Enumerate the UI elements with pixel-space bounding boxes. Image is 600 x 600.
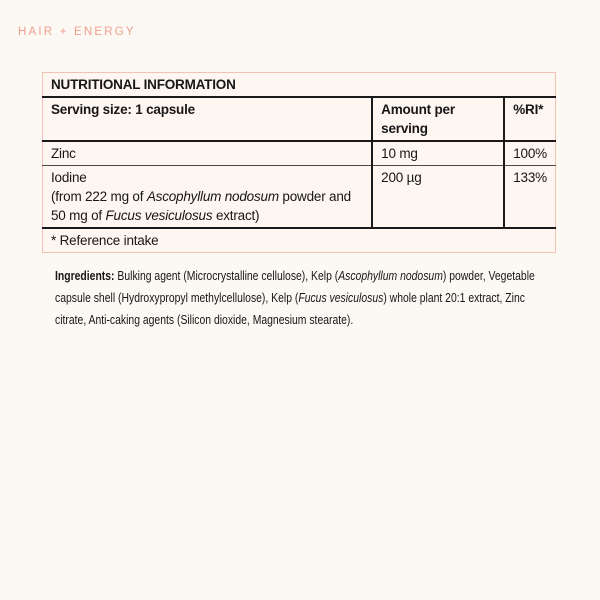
iodine-amount: 200 µg — [372, 166, 504, 229]
col-header-serving-size: Serving size: 1 capsule — [43, 97, 373, 141]
table-title-row — [43, 73, 556, 98]
table-header-row — [43, 97, 556, 141]
nutrition-table — [42, 72, 556, 253]
iodine-name-cell — [43, 166, 373, 229]
table-footnote-row — [43, 228, 556, 253]
zinc-ri: 100% — [504, 141, 555, 166]
iodine-source-detail: (from 222 mg of Ascophyllum nodosum powder and 50 mg of Fucus vesiculosus extract) — [51, 189, 351, 223]
zinc-amount: 10 mg — [372, 141, 504, 166]
table-row-zinc — [43, 141, 556, 166]
zinc-name: Zinc — [43, 141, 373, 166]
ingredients-paragraph: Ingredients: Bulking agent (Microcrystalline cellulose), Kelp (Ascophyllum nodosum) powder, Vegetable capsule shell (Hydroxypropyl methylcellulose), Kelp (Fucus vesiculosus) whole plant 20:1 extract, Zinc citrate, Anti-caking agents (Silicon dioxide, Magnesium stearate). — [55, 268, 535, 327]
reference-intake-footnote: * Reference intake — [51, 233, 159, 248]
table-title: NUTRITIONAL INFORMATION — [43, 73, 556, 98]
collection-label: HAIR + ENERGY — [18, 26, 136, 38]
col-header-amount-per-serving: Amount per serving — [372, 97, 504, 141]
iodine-ri: 133% — [504, 166, 555, 229]
table-row-iodine — [43, 166, 556, 229]
iodine-name: Iodine — [51, 170, 87, 185]
col-header-ri: %RI* — [504, 97, 555, 141]
